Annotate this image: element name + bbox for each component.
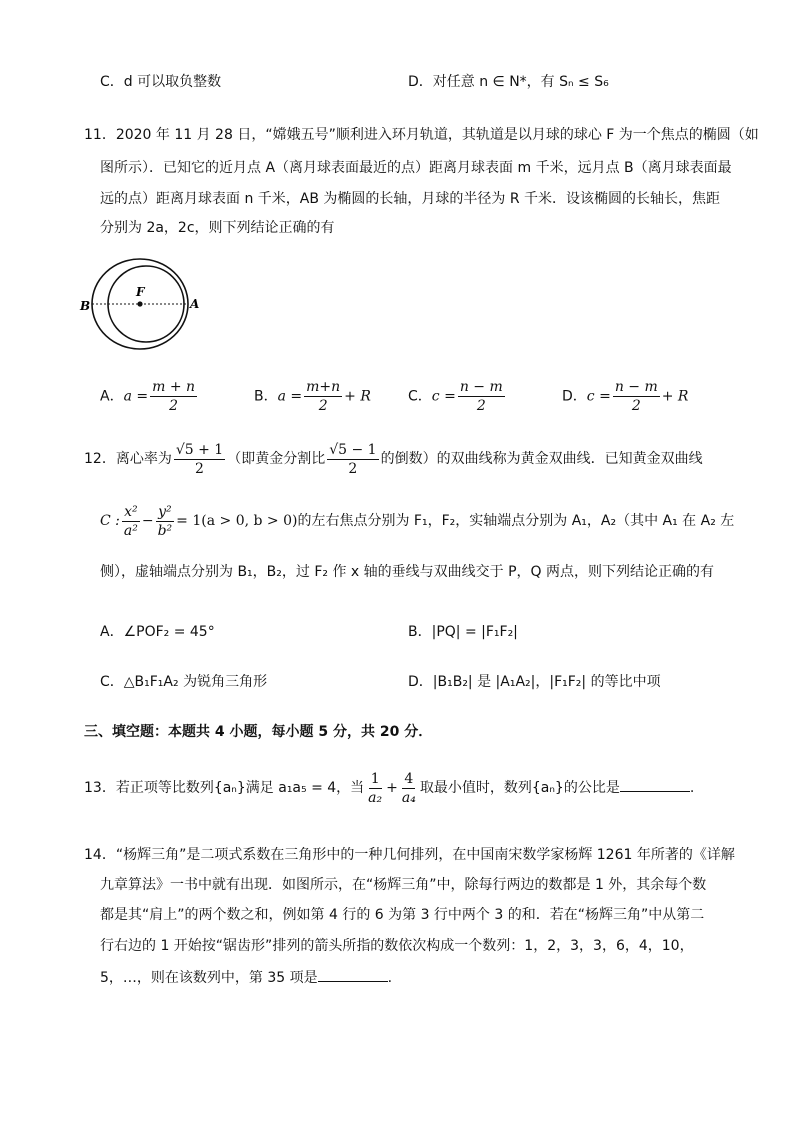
q14-answer-blank[interactable] [318,967,388,982]
q12-line-3: 侧），虚轴端点分别为 B₁，B₂，过 F₂ 作 x 轴的垂线与双曲线交于 P，Q 两点，则下列结论正确的有 [100,564,714,580]
label-f: F [136,285,145,299]
q14-line-2: 九章算法》一书中就有出现．如图所示，在“杨辉三角”中，除每行两边的数都是 1 外，其余每个数 [100,877,707,893]
q12-option-a: A．∠POF₂ = 45° [100,624,215,640]
q13-line: 13．若正项等比数列{aₙ}满足 a₁a₅ = 4，当 $\frac{1}{\text{a₂}}$ + $\frac{4}{\text{a₄}}$ 取最小值时，数列{aₙ}的公比是 . [84,770,695,806]
q12-option-b: B．|PQ| = |F₁F₂| [408,624,518,640]
q11-option-d: D．c = $\frac{n - m}{2}$ + R [562,379,689,414]
q11-line-4: 分别为 2a，2c，则下列结论正确的有 [100,220,335,236]
q12-line-1: 12．离心率为 $\frac{√5 + 1}{2}$ （即黄金分割比 $\frac{√5 - 1}{2}$ 的倒数）的双曲线称为黄金双曲线．已知黄金双曲线 [84,441,703,477]
q10-option-c: C．d 可以取负整数 [100,74,222,90]
q10-option-d: D．对任意 n ∈ N*，有 Sₙ ≤ S₆ [408,74,609,90]
q12-option-c: C．△B₁F₁A₂ 为锐角三角形 [100,674,268,690]
label-b: B [80,299,91,313]
q12-line-2: C : $\frac{\text{x²}}{\text{a²}}$ − $\frac{\text{y²}}{\text{b²}}$ = 1(a > 0, b > 0)的左右焦点分别为 F₁，F₂，实轴端点分别为 A₁，A₂（其中 A₁ 在 A₂ 左 [100,503,735,539]
q11-line-1: 11．2020 年 11 月 28 日，“嫦娥五号”顺利进入环月轨道，其轨道是以月球的球心 F 为一个焦点的椭圆（如 [84,127,759,143]
section-3-title: 三、填空题：本题共 4 小题，每小题 5 分，共 20 分． [84,724,433,740]
q13-answer-blank[interactable] [620,777,690,792]
q12-option-d: D．|B₁B₂| 是 |A₁A₂|，|F₁F₂| 的等比中项 [408,674,661,690]
q14-line-4: 行右边的 1 开始按“锯齿形”排列的箭头所指的数依次构成一个数列：1，2，3，3，6，4，10， [100,938,694,954]
focus-point [137,301,142,306]
label-a: A [190,297,200,311]
q11-option-a: A．a = $\frac{m + n}{2}$ [100,379,196,414]
q11-line-3: 远的点）距离月球表面 n 千米，AB 为椭圆的长轴，月球的半径为 R 千米．设该椭圆的长轴长，焦距 [100,191,721,207]
q14-line-1: 14．“杨辉三角”是二项式系数在三角形中的一种几何排列，在中国南宋数学家杨辉 1261 年所著的《详解 [84,847,735,863]
orbit-figure [72,256,202,356]
q11-option-c: C．c = $\frac{n - m}{2}$ [408,379,503,414]
q14-line-5: 5，…，则在该数列中，第 35 项是 . [100,967,392,988]
q11-option-b: B．a = $\frac{m+n}{2}$ + R [254,379,371,414]
q14-line-3: 都是其“肩上”的两个数之和，例如第 4 行的 6 为第 3 行中两个 3 的和．若在“杨辉三角”中从第二 [100,907,705,923]
q11-line-2: 图所示）．已知它的近月点 A（离月球表面最近的点）距离月球表面 m 千米，远月点 B（离月球表面最 [100,160,732,176]
